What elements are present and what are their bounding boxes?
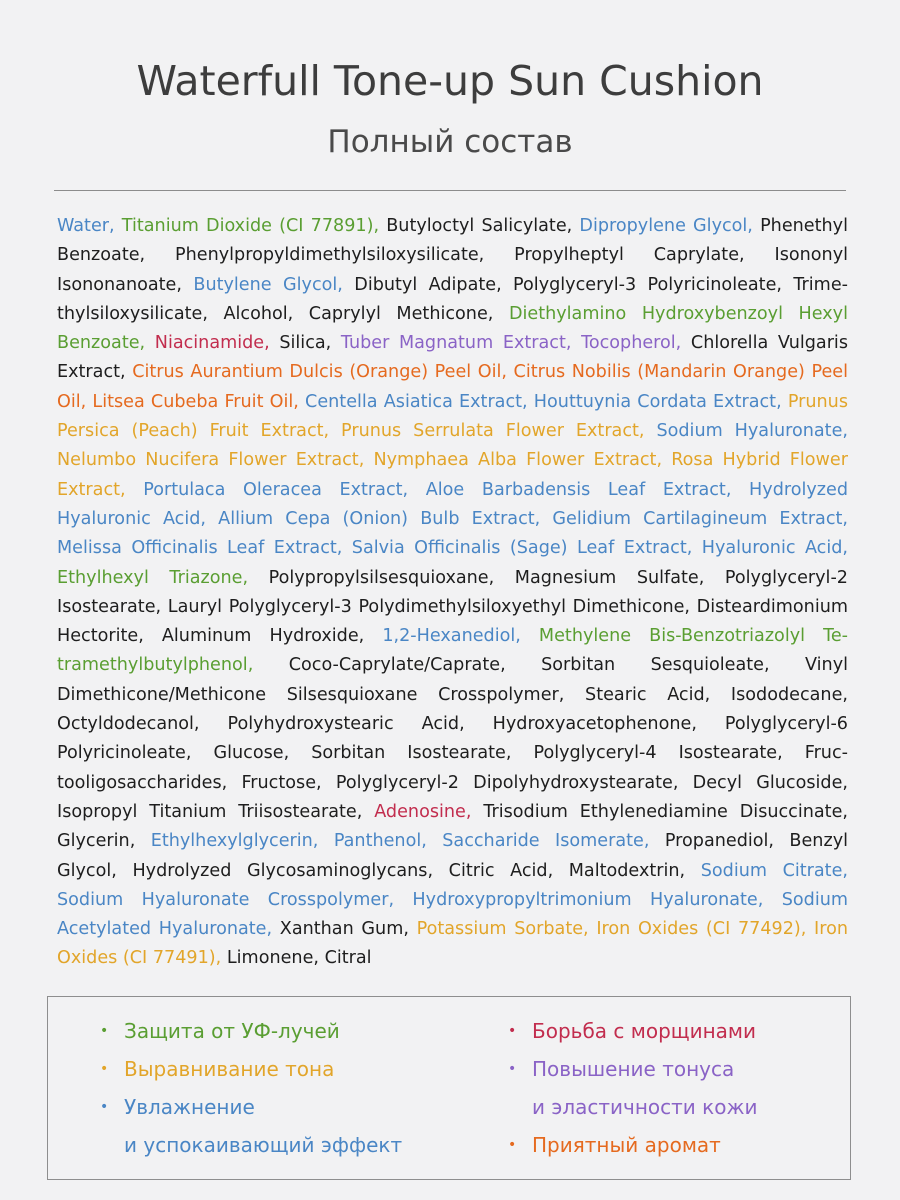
- ingredient-segment: Limonene, Citral: [226, 948, 372, 969]
- ingredient-segment: Water,: [57, 216, 122, 236]
- ingredient-segment: Silica,: [279, 333, 341, 354]
- benefits-box: [47, 996, 851, 1180]
- benefit-pleasant-scent: Приятный аромат: [532, 1133, 721, 1157]
- benefit-bullet: •: [508, 1023, 517, 1039]
- ingredient-segment: Dibutyl Adipate, Polyglyceryl-3 Polyricinoleate, Trimethylsiloxysilicate, Alcohol, Caprylyl Methicone,: [57, 274, 849, 324]
- ingredient-segment: Sodium Citrate, Sodium Hyaluronate Crosspolymer, Hydroxypropyltrimonium Hyaluronate, Sodium Acetylated Hyaluronate,: [57, 860, 848, 940]
- ingredient-segment: Xanthan Gum,: [279, 919, 417, 940]
- divider: [54, 190, 846, 191]
- benefit-bullet: •: [100, 1061, 109, 1077]
- ingredient-segment: Propanediol, Benzyl Glycol, Hydrolyzed Glycosaminoglycans, Citric Acid, Maltodextrin,: [57, 831, 848, 881]
- ingredient-segment: Chlorella Vulgaris Extract,: [57, 333, 848, 383]
- ingredient-segment: Portulaca Oleracea Extract, Aloe Barbadensis Leaf Extract, Hydrolyzed Hyaluronic Acid, Allium Cepa (Onion) Bulb Extract, Gelidium Cartilagineum Extract, Melissa Officinalis Leaf Extract, Salvia Officinalis (Sage) Leaf Extract, Hyaluronic Acid,: [57, 479, 848, 559]
- ingredient-segment: Sodium Hyaluronate,: [656, 421, 848, 442]
- ingredient-segment: Methylene Bis-Benzotriazolyl Te-tramethylbutylphenol,: [57, 626, 848, 676]
- ingredient-segment: Phenethyl Benzoate, Phenylpropyldimethylsiloxysilicate, Propylheptyl Caprylate, Isononyl Isononanoate,: [57, 216, 848, 295]
- ingredient-segment: Trisodium Ethylenediamine Disuccinate, Glycerin,: [57, 801, 848, 852]
- ingredient-segment: Ethylhexyl Triazone,: [57, 567, 269, 588]
- ingredient-segment: Potassium Sorbate, Iron Oxides (CI 77492), Iron Oxides (CI 77491),: [57, 919, 848, 969]
- ingredients-list: [57, 212, 848, 974]
- ingredient-segment: Ethylhexylglycerin, Panthenol, Saccharide Isomerate,: [150, 831, 665, 852]
- ingredient-segment: Butyloctyl Salicylate,: [386, 216, 580, 236]
- ingredient-segment: Coco-Caprylate/Caprate, Sorbitan Sesquioleate, Vinyl Dimethicone/Methicone Silsesquioxane Crosspolymer, Stearic Acid, Isododecane, Octyldodecanol, Polyhydroxystearic Acid, Hydroxyacetophenone, Polyglyceryl-6 Polyricinoleate, Glucose, Sorbitan Isostearate, Polyglyceryl-4 Isostearate, Fructooligosaccharides, Fructose, Polyglyceryl-2 Dipolyhydroxystearate, Decyl Glucoside, Isopropyl Titanium Triisostearate,: [57, 655, 848, 822]
- ingredient-segment: Prunus Persica (Peach) Fruit Extract, Prunus Serrulata Flower Extract,: [57, 391, 848, 442]
- ingredient-segment: Tuber Magnatum Extract, Tocopherol,: [340, 333, 691, 354]
- ingredient-segment: Adenosine,: [374, 801, 484, 822]
- page-title: Waterfull Tone-up Sun Cushion: [136, 57, 764, 105]
- ingredient-segment: Nelumbo Nucifera Flower Extract, Nymphaea Alba Flower Extract, Rosa Hybrid Flower Extract,: [57, 450, 848, 500]
- benefit-tone-evening: Выравнивание тона: [124, 1057, 335, 1081]
- ingredient-segment: Niacinamide,: [154, 333, 280, 354]
- benefit-bullet: •: [508, 1137, 517, 1153]
- benefit-elasticity: и эластичности кожи: [532, 1095, 758, 1119]
- page-subtitle: Полный состав: [327, 124, 573, 160]
- benefit-bullet: •: [508, 1061, 517, 1077]
- benefit-uv-protection: Защита от УФ-лучей: [124, 1019, 340, 1043]
- ingredient-segment: Diethylamino Hydroxybenzoyl Hexyl Benzoate,: [57, 303, 848, 354]
- ingredient-segment: Titanium Dioxide (CI 77891),: [121, 216, 387, 236]
- benefit-soothing: и успокаивающий эффект: [124, 1133, 403, 1157]
- ingredient-segment: Centella Asiatica Extract, Houttuynia Cordata Extract,: [305, 391, 788, 412]
- benefit-bullet: •: [100, 1023, 109, 1039]
- benefit-anti-wrinkle: Борьба с морщинами: [532, 1019, 757, 1043]
- ingredient-segment: Butylene Glycol,: [193, 274, 355, 295]
- benefit-moisturizing: Увлажнение: [124, 1095, 255, 1119]
- ingredient-segment: Dipropylene Glycol,: [579, 216, 761, 236]
- ingredient-segment: 1,2-Hexanediol,: [382, 626, 539, 647]
- benefit-firming: Повышение тонуса: [532, 1057, 735, 1081]
- ingredient-segment: Polypropylsilsesquioxane, Magnesium Sulfate, Polyglyceryl-2 Isostearate, Lauryl Polyglyceryl-3 Polydimethylsiloxyethyl Dimethicone, Disteardimonium Hectorite, Aluminum Hydroxide,: [57, 567, 848, 647]
- ingredient-segment: Citrus Aurantium Dulcis (Orange) Peel Oil, Citrus Nobilis (Mandarin Orange) Peel Oil, Litsea Cubeba Fruit Oil,: [57, 362, 849, 412]
- benefit-bullet: •: [100, 1099, 109, 1115]
